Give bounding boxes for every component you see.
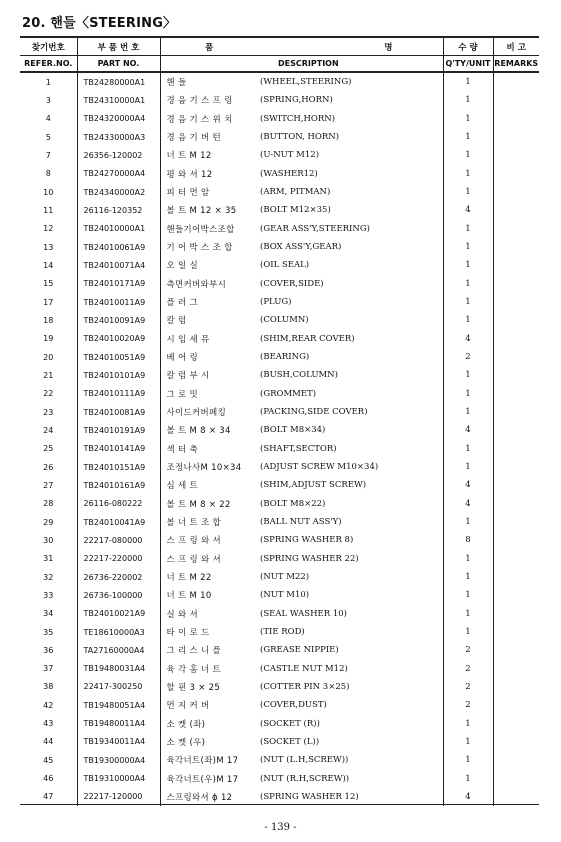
ref-cell: 24 <box>20 421 77 439</box>
quantity-cell: 1 <box>443 91 493 109</box>
korean-name-cell: 육 각 홈 너 트 <box>166 664 222 675</box>
remarks-cell <box>493 165 539 183</box>
korean-name-cell: 육각너트(좌)M 17 <box>166 756 239 767</box>
ref-cell: 10 <box>20 183 77 201</box>
remarks-cell <box>493 550 539 568</box>
ref-cell: 1 <box>20 72 77 91</box>
description-cell: (COVER,SIDE) <box>258 275 443 293</box>
table-row <box>20 550 539 568</box>
table-row <box>20 348 539 366</box>
table-row <box>20 183 539 201</box>
ref-cell: 38 <box>20 678 77 696</box>
part-number-cell: TB24010161A9 <box>77 476 160 494</box>
description-cell: (BEARING) <box>258 348 443 366</box>
korean-name-cell: 스프링와셔 ϕ 12 <box>166 792 233 803</box>
part-number-cell: TB19480011A4 <box>77 714 160 732</box>
table-row <box>20 220 539 238</box>
quantity-cell: 4 <box>443 788 493 806</box>
table-row <box>20 769 539 787</box>
description-cell: (GEAR ASS'Y,STEERING) <box>258 220 443 238</box>
part-number-cell: TB24270000A4 <box>77 165 160 183</box>
ref-cell: 23 <box>20 403 77 421</box>
part-number-cell: TB24280000A1 <box>77 72 160 91</box>
table-row <box>20 623 539 641</box>
table-row <box>20 531 539 549</box>
part-number-cell: TB24010021A9 <box>77 605 160 623</box>
quantity-cell: 1 <box>443 275 493 293</box>
ref-cell: 29 <box>20 513 77 531</box>
korean-name-cell: 스 프 링 와 셔 <box>166 554 222 565</box>
part-number-cell: TB19480031A4 <box>77 660 160 678</box>
korean-name-cell: 볼 트 M 8 × 34 <box>166 426 231 437</box>
table-row <box>20 128 539 146</box>
part-number-cell: TB24010020A9 <box>77 330 160 348</box>
description-cell: (BOLT M8×34) <box>258 421 443 439</box>
ref-cell: 25 <box>20 440 77 458</box>
part-number-cell: TB19300000A4 <box>77 751 160 769</box>
quantity-cell: 4 <box>443 330 493 348</box>
description-cell: (SPRING WASHER 22) <box>258 550 443 568</box>
remarks-cell <box>493 421 539 439</box>
table-row <box>20 513 539 531</box>
korean-name-cell: 피 터 먼 암 <box>166 188 210 199</box>
quantity-cell: 1 <box>443 623 493 641</box>
remarks-cell <box>493 256 539 274</box>
description-cell: (BALL NUT ASS'Y) <box>258 513 443 531</box>
description-cell: (SHAFT,SECTOR) <box>258 440 443 458</box>
ref-cell: 47 <box>20 788 77 806</box>
ref-cell: 5 <box>20 128 77 146</box>
part-number-cell: TB24330000A3 <box>77 128 160 146</box>
remarks-cell <box>493 660 539 678</box>
quantity-cell: 1 <box>443 311 493 329</box>
ref-cell: 45 <box>20 751 77 769</box>
table-row <box>20 165 539 183</box>
quantity-cell: 1 <box>443 293 493 311</box>
part-number-cell: TB24310000A1 <box>77 91 160 109</box>
page-title: 20. 핸들〈STEERING〉 <box>22 16 177 31</box>
quantity-cell: 1 <box>443 769 493 787</box>
part-number-cell: 26116-080222 <box>77 495 160 513</box>
ref-cell: 14 <box>20 256 77 274</box>
part-number-cell: TB24010071A4 <box>77 256 160 274</box>
ref-cell: 27 <box>20 476 77 494</box>
korean-name-cell: 육각너트(우)M 17 <box>166 774 239 785</box>
table-row <box>20 293 539 311</box>
parts-table <box>20 36 539 806</box>
description-cell: (SPRING,HORN) <box>258 91 443 109</box>
part-number-cell: TB24320000A4 <box>77 110 160 128</box>
table-row <box>20 91 539 109</box>
description-cell: (SHIM,REAR COVER) <box>258 330 443 348</box>
description-cell: (SOCKET (R)) <box>258 714 443 732</box>
table-row <box>20 256 539 274</box>
ref-cell: 37 <box>20 660 77 678</box>
ref-cell: 20 <box>20 348 77 366</box>
remarks-cell <box>493 183 539 201</box>
korean-name-cell: 오 일 실 <box>166 261 199 272</box>
part-number-cell: TB24010061A9 <box>77 238 160 256</box>
korean-name-cell: 칼 럼 <box>166 316 187 327</box>
page-number: - 139 - <box>264 822 297 833</box>
korean-name-cell: 볼 트 M 12 × 35 <box>166 206 237 217</box>
description-cell: (GROMMET) <box>258 385 443 403</box>
part-number-cell: 22217-120000 <box>77 788 160 806</box>
remarks-cell <box>493 201 539 219</box>
korean-name-cell: 기 어 박 스 조 합 <box>166 243 233 254</box>
table-row <box>20 366 539 384</box>
remarks-cell <box>493 311 539 329</box>
part-number-cell: TB24010151A9 <box>77 458 160 476</box>
quantity-cell: 8 <box>443 531 493 549</box>
ref-cell: 8 <box>20 165 77 183</box>
part-number-cell: TB24010141A9 <box>77 440 160 458</box>
remarks-cell <box>493 458 539 476</box>
korean-name-cell: 실 와 셔 <box>166 609 199 620</box>
table-row <box>20 495 539 513</box>
remarks-cell <box>493 495 539 513</box>
quantity-cell: 1 <box>443 183 493 201</box>
parts-table-body <box>20 72 539 806</box>
remarks-cell <box>493 751 539 769</box>
korean-name-cell: 핸들기어박스조합 <box>166 224 235 235</box>
part-number-cell: 22217-080000 <box>77 531 160 549</box>
remarks-cell <box>493 366 539 384</box>
description-cell: (PACKING,SIDE COVER) <box>258 403 443 421</box>
part-number-cell: TB24010191A9 <box>77 421 160 439</box>
description-cell: (NUT M10) <box>258 586 443 604</box>
korean-name-cell: 핸 들 <box>166 78 187 89</box>
remarks-cell <box>493 714 539 732</box>
korean-name-cell: 그 리 스 니 플 <box>166 646 222 657</box>
header-ref-kor: 찾기번호 <box>20 37 77 56</box>
quantity-cell: 1 <box>443 220 493 238</box>
ref-cell: 15 <box>20 275 77 293</box>
part-number-cell: TB19310000A4 <box>77 769 160 787</box>
ref-cell: 17 <box>20 293 77 311</box>
table-row <box>20 110 539 128</box>
quantity-cell: 1 <box>443 146 493 164</box>
table-bottom-rule <box>20 804 539 805</box>
ref-cell: 31 <box>20 550 77 568</box>
description-cell: (SPRING WASHER 12) <box>258 788 443 806</box>
table-row <box>20 568 539 586</box>
ref-cell: 4 <box>20 110 77 128</box>
table-row <box>20 458 539 476</box>
quantity-cell: 1 <box>443 440 493 458</box>
header-rem-kor: 비 고 <box>493 37 539 56</box>
table-row <box>20 714 539 732</box>
part-number-cell: TB24010081A9 <box>77 403 160 421</box>
part-number-cell: TB24340000A2 <box>77 183 160 201</box>
ref-cell: 44 <box>20 733 77 751</box>
part-number-cell: 26116-120352 <box>77 201 160 219</box>
ref-cell: 22 <box>20 385 77 403</box>
table-row <box>20 586 539 604</box>
ref-cell: 36 <box>20 641 77 659</box>
part-number-cell: TE18610000A3 <box>77 623 160 641</box>
quantity-cell: 1 <box>443 238 493 256</box>
part-number-cell: TB24010041A9 <box>77 513 160 531</box>
description-cell: (BOLT M12×35) <box>258 201 443 219</box>
header-name-kor-right: 명 <box>258 37 443 56</box>
korean-name-cell: 경 음 기 스 프 링 <box>166 96 233 107</box>
table-row <box>20 238 539 256</box>
table-row <box>20 696 539 714</box>
ref-cell: 7 <box>20 146 77 164</box>
description-cell: (NUT (R.H,SCREW)) <box>258 769 443 787</box>
remarks-cell <box>493 769 539 787</box>
remarks-cell <box>493 403 539 421</box>
header-ref-eng: REFER.NO. <box>20 56 77 73</box>
quantity-cell: 1 <box>443 568 493 586</box>
korean-name-cell: 시 임 세 뮤 <box>166 334 210 345</box>
part-number-cell: TB24010000A1 <box>77 220 160 238</box>
korean-name-cell: 너 트 M 10 <box>166 591 212 602</box>
table-row <box>20 403 539 421</box>
remarks-cell <box>493 605 539 623</box>
korean-name-cell: 볼 트 M 8 × 22 <box>166 499 231 510</box>
quantity-cell: 1 <box>443 733 493 751</box>
description-cell: (SWITCH,HORN) <box>258 110 443 128</box>
remarks-cell <box>493 146 539 164</box>
description-cell: (TIE ROD) <box>258 623 443 641</box>
description-cell: (SHIM,ADJUST SCREW) <box>258 476 443 494</box>
korean-name-cell: 사이드커버페킹 <box>166 408 227 419</box>
description-cell: (ARM, PITMAN) <box>258 183 443 201</box>
remarks-cell <box>493 238 539 256</box>
korean-name-cell: 소 켓 (좌) <box>166 719 206 730</box>
header-name-eng: DESCRIPTION <box>258 56 443 73</box>
remarks-cell <box>493 531 539 549</box>
quantity-cell: 2 <box>443 660 493 678</box>
description-cell: (BUTTON, HORN) <box>258 128 443 146</box>
description-cell: (BOLT M8×22) <box>258 495 443 513</box>
description-cell: (BOX ASS'Y,GEAR) <box>258 238 443 256</box>
part-number-cell: TB24010051A9 <box>77 348 160 366</box>
ref-cell: 42 <box>20 696 77 714</box>
remarks-cell <box>493 641 539 659</box>
table-row <box>20 605 539 623</box>
description-cell: (OIL SEAL) <box>258 256 443 274</box>
part-number-cell: TB24010091A9 <box>77 311 160 329</box>
quantity-cell: 2 <box>443 696 493 714</box>
part-number-cell: TB24010011A9 <box>77 293 160 311</box>
remarks-cell <box>493 733 539 751</box>
quantity-cell: 2 <box>443 348 493 366</box>
description-cell: (CASTLE NUT M12) <box>258 660 443 678</box>
ref-cell: 11 <box>20 201 77 219</box>
remarks-cell <box>493 440 539 458</box>
header-part-eng: PART NO. <box>77 56 160 73</box>
remarks-cell <box>493 568 539 586</box>
description-cell: (WHEEL,STEERING) <box>258 72 443 91</box>
quantity-cell: 1 <box>443 366 493 384</box>
remarks-cell <box>493 385 539 403</box>
table-row <box>20 311 539 329</box>
description-cell: (PLUG) <box>258 293 443 311</box>
korean-name-cell: 소 켓 (우) <box>166 737 206 748</box>
remarks-cell <box>493 275 539 293</box>
korean-name-cell: 타 이 로 드 <box>166 628 210 638</box>
description-cell: (WASHER12) <box>258 165 443 183</box>
remarks-cell <box>493 696 539 714</box>
remarks-cell <box>493 72 539 91</box>
quantity-cell: 1 <box>443 458 493 476</box>
remarks-cell <box>493 330 539 348</box>
korean-name-cell: 너 트 M 12 <box>166 151 212 162</box>
remarks-cell <box>493 513 539 531</box>
korean-name-cell: 할 핀 3 × 25 <box>166 682 221 693</box>
korean-name-cell: 섹 터 축 <box>166 444 199 455</box>
ref-cell: 13 <box>20 238 77 256</box>
ref-cell: 43 <box>20 714 77 732</box>
korean-name-cell: 볼 너 트 조 합 <box>166 518 222 529</box>
quantity-cell: 1 <box>443 165 493 183</box>
ref-cell: 35 <box>20 623 77 641</box>
part-number-cell: TB19480051A4 <box>77 696 160 714</box>
ref-cell: 28 <box>20 495 77 513</box>
description-cell: (NUT M22) <box>258 568 443 586</box>
ref-cell: 12 <box>20 220 77 238</box>
ref-cell: 33 <box>20 586 77 604</box>
ref-cell: 34 <box>20 605 77 623</box>
quantity-cell: 4 <box>443 495 493 513</box>
description-cell: (SPRING WASHER 8) <box>258 531 443 549</box>
description-cell: (U-NUT M12) <box>258 146 443 164</box>
korean-name-cell: 심 세 트 <box>166 481 199 492</box>
part-number-cell: TB24010111A9 <box>77 385 160 403</box>
quantity-cell: 1 <box>443 128 493 146</box>
description-cell: (SOCKET (L)) <box>258 733 443 751</box>
quantity-cell: 1 <box>443 72 493 91</box>
part-number-cell: TB24010101A9 <box>77 366 160 384</box>
remarks-cell <box>493 586 539 604</box>
korean-name-cell: 칼 럼 부 시 <box>166 371 210 382</box>
quantity-cell: 1 <box>443 586 493 604</box>
header-qty-kor: 수 량 <box>443 37 493 56</box>
ref-cell: 46 <box>20 769 77 787</box>
remarks-cell <box>493 348 539 366</box>
table-row <box>20 641 539 659</box>
description-cell: (ADJUST SCREW M10×34) <box>258 458 443 476</box>
table-row <box>20 421 539 439</box>
korean-name-cell: 조정나사M 10×34 <box>166 463 242 474</box>
korean-name-cell: 평 와 셔 12 <box>166 169 213 180</box>
table-row <box>20 440 539 458</box>
remarks-cell <box>493 623 539 641</box>
description-cell: (COLUMN) <box>258 311 443 329</box>
ref-cell: 18 <box>20 311 77 329</box>
quantity-cell: 2 <box>443 678 493 696</box>
korean-name-cell: 그 로 밋 <box>166 389 199 400</box>
header-part-kor: 부 품 번 호 <box>77 37 160 56</box>
quantity-cell: 4 <box>443 476 493 494</box>
quantity-cell: 1 <box>443 751 493 769</box>
table-row <box>20 201 539 219</box>
description-cell: (GREASE NIPPIE) <box>258 641 443 659</box>
korean-name-cell: 먼 지 커 버 <box>166 701 210 712</box>
header-qty-eng: Q'TY/UNIT <box>443 56 493 73</box>
korean-name-cell: 베 어 링 <box>166 353 199 364</box>
description-cell: (COVER,DUST) <box>258 696 443 714</box>
quantity-cell: 1 <box>443 385 493 403</box>
quantity-cell: 1 <box>443 550 493 568</box>
table-row <box>20 385 539 403</box>
part-number-cell: 26736-100000 <box>77 586 160 604</box>
table-row <box>20 275 539 293</box>
korean-name-cell: 플 러 그 <box>166 298 199 309</box>
part-number-cell: TA27160000A4 <box>77 641 160 659</box>
table-row <box>20 678 539 696</box>
description-cell: (NUT (L.H,SCREW)) <box>258 751 443 769</box>
part-number-cell: 26736-220002 <box>77 568 160 586</box>
description-cell: (SEAL WASHER 10) <box>258 605 443 623</box>
korean-name-cell: 측면커버와부시 <box>166 279 227 290</box>
remarks-cell <box>493 293 539 311</box>
remarks-cell <box>493 110 539 128</box>
korean-name-cell: 경 음 기 스 위 치 <box>166 114 233 125</box>
remarks-cell <box>493 128 539 146</box>
quantity-cell: 1 <box>443 403 493 421</box>
quantity-cell: 2 <box>443 641 493 659</box>
description-cell: (BUSH,COLUMN) <box>258 366 443 384</box>
table-row <box>20 476 539 494</box>
korean-name-cell: 스 프 링 와 셔 <box>166 536 222 547</box>
quantity-cell: 1 <box>443 513 493 531</box>
ref-cell: 26 <box>20 458 77 476</box>
part-number-cell: 22217-220000 <box>77 550 160 568</box>
quantity-cell: 1 <box>443 714 493 732</box>
table-row <box>20 733 539 751</box>
header-name-kor-left: 품 <box>160 37 258 56</box>
remarks-cell <box>493 678 539 696</box>
table-row <box>20 751 539 769</box>
part-number-cell: TB24010171A9 <box>77 275 160 293</box>
remarks-cell <box>493 220 539 238</box>
part-number-cell: 26356-120002 <box>77 146 160 164</box>
quantity-cell: 1 <box>443 110 493 128</box>
table-row <box>20 660 539 678</box>
ref-cell: 19 <box>20 330 77 348</box>
ref-cell: 21 <box>20 366 77 384</box>
quantity-cell: 4 <box>443 421 493 439</box>
part-number-cell: 22417-300250 <box>77 678 160 696</box>
remarks-cell <box>493 476 539 494</box>
quantity-cell: 4 <box>443 201 493 219</box>
table-row <box>20 146 539 164</box>
description-cell: (COTTER PIN 3×25) <box>258 678 443 696</box>
remarks-cell <box>493 91 539 109</box>
quantity-cell: 1 <box>443 256 493 274</box>
ref-cell: 32 <box>20 568 77 586</box>
ref-cell: 30 <box>20 531 77 549</box>
header-rem-eng: REMARKS <box>493 56 539 73</box>
quantity-cell: 1 <box>443 605 493 623</box>
part-number-cell: TB19340011A4 <box>77 733 160 751</box>
table-row <box>20 330 539 348</box>
table-row <box>20 72 539 91</box>
korean-name-cell: 너 트 M 22 <box>166 573 212 584</box>
ref-cell: 3 <box>20 91 77 109</box>
korean-name-cell: 경 음 기 버 턴 <box>166 133 222 144</box>
